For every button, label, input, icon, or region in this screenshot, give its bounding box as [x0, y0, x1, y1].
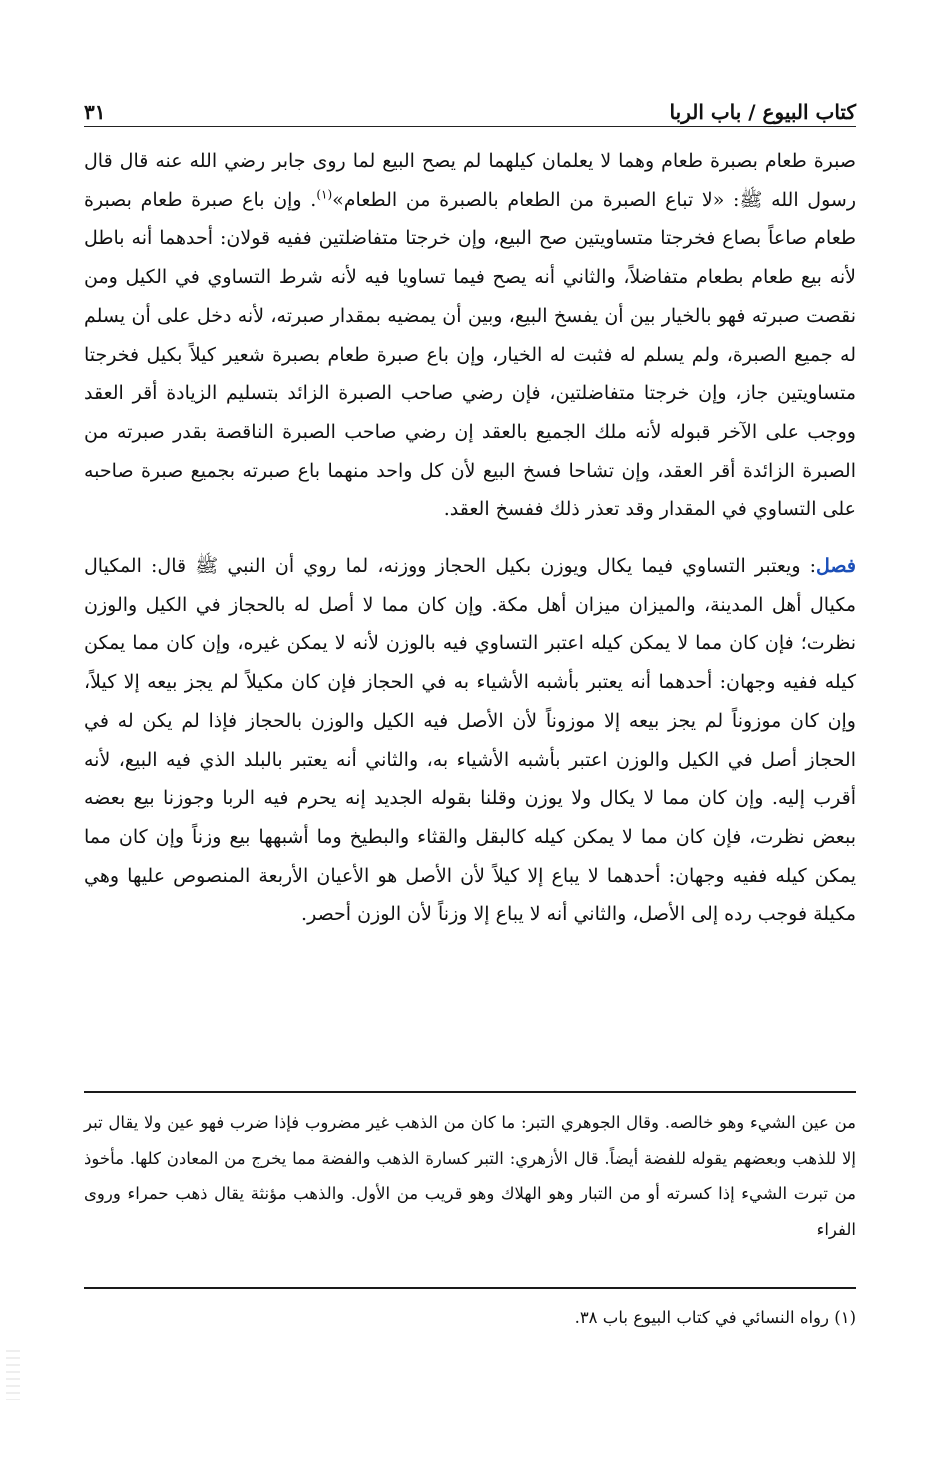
chapter-title: كتاب البيوع / باب الربا [669, 100, 856, 124]
scan-edge-mark [6, 1350, 20, 1400]
paragraph-sale-of-heaps [84, 142, 856, 529]
footnote: (١) رواه النسائي في كتاب البيوع باب ٣٨. [574, 1308, 856, 1327]
paragraph-text: : ويعتبر التساوي فيما يكال ويوزن بكيل الحجاز ووزنه، لما روي أن النبي ﷺ قال: المكيال مكيال أهل المدينة، والميزان ميزان أهل مكة. وإن كان مما لا أصل له بالحجاز في الكيل والوزن نظرت؛ فإن كان مما لا يمكن كيله اعتبر التساوي فيه بالوزن لأنه لا يمكن غيره، وإن كان مما يمكن كيله ففيه وجهان: أحدهما أنه يعتبر بأشبه الأشياء به في الحجاز فإن كان مكيلاً لم يجز بيعه إلا كيلاً، وإن كان موزوناً لم يجز بيعه إلا موزوناً لأن الأصل فيه الكيل والوزن بالحجاز فإذا لم يكن له في الحجاز أصل في الكيل والوزن اعتبر بأشبه الأشياء به، والثاني أنه يعتبر بالبلد الذي فيه البيع، لأنه أقرب إليه. وإن كان مما لا يكال ولا يوزن وقلنا بقوله الجديد إنه يحرم فيه الربا وجوزنا بيع بعضه ببعض نظرت، فإن كان مما لا يمكن كيله كالبقل والقثاء والبطيخ وما أشبهها بيع وزناً وإن كان مما يمكن كيله ففيه وجهان: أحدهما لا يباع إلا كيلاً لأن الأصل هو الأعيان الأربعة المنصوص عليها وهي مكيلة فوجب رده إلى الأصل، والثاني أنه لا يباع إلا وزناً لأن الوزن أحصر. [84, 555, 856, 926]
page-number: ٣١ [84, 100, 106, 124]
paragraph-text-continued: . وإن باع صبرة طعام بصبرة طعام صاعاً بصاع فخرجتا متساويتين صح البيع، وإن خرجتا متفاضلتين ففيه قولان: أحدهما أنه باطل لأنه بيع طعام بطعام متفاضلاً، والثاني أنه يصح فيما تساويا فيه لأنه شرط التساوي في الكيل ومن نقصت صبرته فهو بالخيار بين أن يفسخ البيع، وبين أن يمضيه بمقدار صبرته، لأنه دخل على أن يسلم له جميع الصبرة، ولم يسلم له فثبت له الخيار، وإن باع صبرة طعام بصبرة شعير كيلاً بكيل فخرجتا متساويتين جاز، وإن خرجتا متفاضلتين، فإن رضي صاحب الصبرة الزائد بتسليم الزيادة أقر العقد ووجب على الآخر قبوله لأنه ملك الجميع بالعقد إن رضي صاحب الصبرة الناقصة بقدر صبرته من الصبرة الزائدة أقر العقد، وإن تشاحا فسخ البيع لأن كل واحد منهما باع صبرته بجميع صبرة صاحبه على التساوي في المقدار وقد تعذر ذلك ففسخ العقد. [84, 188, 857, 521]
section-keyword: فصل [816, 555, 856, 578]
commentary-notes: من عين الشيء وهو خالصه. وقال الجوهري التبر: ما كان من الذهب غير مضروب فإذا ضرب فهو عين ولا يقال تبر إلا للذهب وبعضهم يقوله للفضة أيضاً. قال الأزهري: التبر كسارة الذهب والفضة مما يخرج من المعادن كلها. مأخوذ من تبرت الشيء إذا كسرته أو من التبار وهو الهلاك وهو قريب من الأول. والذهب مؤنثة يقال ذهب حمراء وروى الفراء [84, 1113, 856, 1239]
header-divider [84, 126, 856, 127]
paragraph-fasl [84, 547, 856, 934]
footnote-divider [84, 1287, 856, 1289]
paragraph-text: صبرة طعام بصبرة طعام وهما لا يعلمان كيلهما لم يصح البيع لما روى جابر رضي الله عنه قال قال رسول الله ﷺ: «لا تباع الصبرة من الطعام بالصبرة من الطعام» [84, 150, 857, 211]
main-text [84, 142, 856, 934]
running-header [84, 84, 856, 124]
footnote-reference: (١) [316, 187, 333, 202]
notes-divider [84, 1091, 856, 1093]
